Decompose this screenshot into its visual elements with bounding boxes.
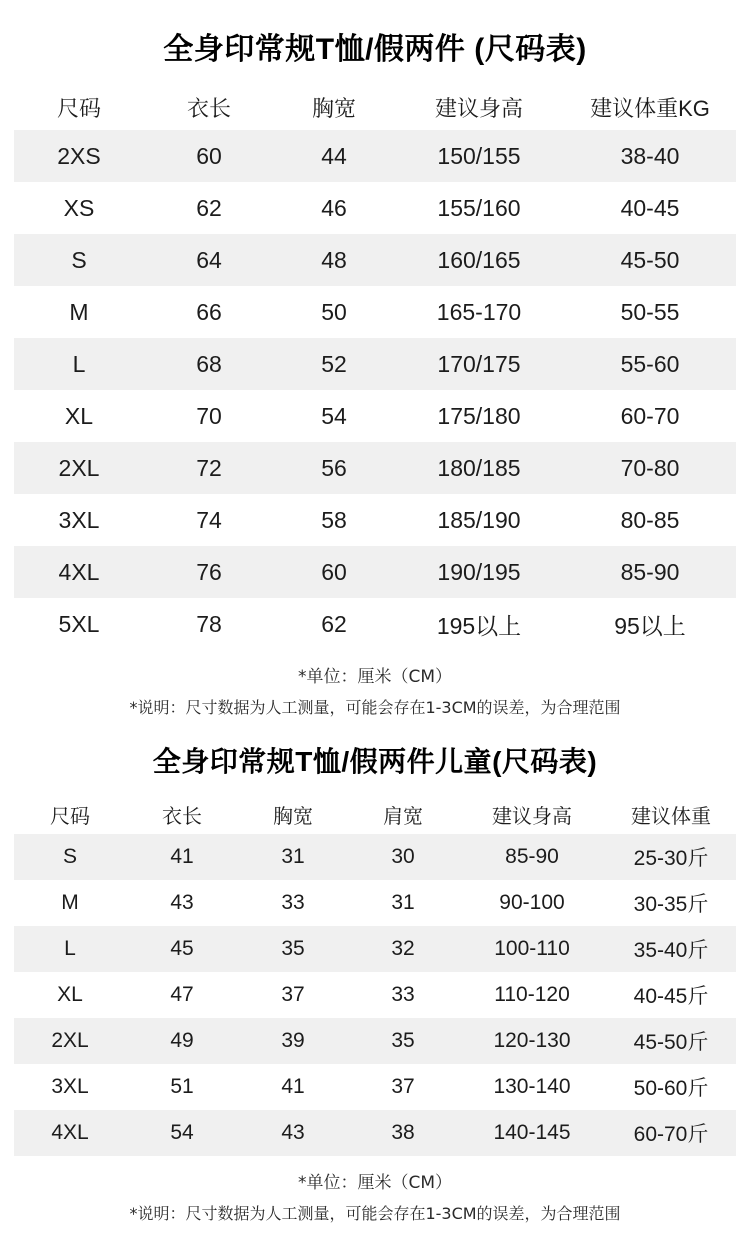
cell-chest: 41	[238, 1064, 348, 1110]
cell-length: 76	[144, 546, 274, 598]
cell-shoulder: 30	[348, 834, 458, 880]
column-header: 尺码	[50, 805, 90, 828]
cell-height: 180/185	[394, 442, 564, 494]
table-row	[14, 182, 736, 234]
cell-length: 51	[126, 1064, 238, 1110]
cell-length: 74	[144, 494, 274, 546]
cell-shoulder: 33	[348, 972, 458, 1018]
cell-length: 72	[144, 442, 274, 494]
cell-chest: 35	[238, 926, 348, 972]
cell-chest: 52	[274, 338, 394, 390]
column-header: 建议身高	[434, 95, 523, 121]
cell-weight: 85-90	[564, 546, 736, 598]
cell-height: 165-170	[394, 286, 564, 338]
cell-size: 3XL	[14, 1064, 126, 1110]
cell-weight: 55-60	[564, 338, 736, 390]
cell-chest: 44	[274, 130, 394, 182]
cell-size: XL	[14, 390, 144, 442]
cell-weight: 40-45斤	[606, 972, 736, 1018]
cell-weight: 25-30斤	[606, 834, 736, 880]
column-header: 建议身高	[492, 805, 572, 828]
table-header-row	[14, 84, 736, 130]
table-row	[14, 972, 736, 1018]
cell-shoulder: 35	[348, 1018, 458, 1064]
column-header: 尺码	[56, 95, 101, 121]
column-header: 衣长	[186, 95, 231, 121]
table-row	[14, 338, 736, 390]
cell-shoulder: 31	[348, 880, 458, 926]
cell-height: 130-140	[458, 1064, 606, 1110]
cell-length: 43	[126, 880, 238, 926]
cell-chest: 43	[238, 1110, 348, 1156]
table-row	[14, 1018, 736, 1064]
cell-weight: 38-40	[564, 130, 736, 182]
kids-size-title: 全身印常规T恤/假两件儿童(尺码表)	[152, 746, 598, 777]
cell-weight: 95以上	[564, 598, 736, 650]
table-row	[14, 1110, 736, 1156]
cell-length: 70	[144, 390, 274, 442]
table-row	[14, 494, 736, 546]
cell-weight: 80-85	[564, 494, 736, 546]
table-row	[14, 546, 736, 598]
cell-size: 5XL	[14, 598, 144, 650]
cell-size: 2XL	[14, 1018, 126, 1064]
table-row	[14, 880, 736, 926]
cell-size: M	[14, 880, 126, 926]
cell-height: 175/180	[394, 390, 564, 442]
cell-weight: 50-60斤	[606, 1064, 736, 1110]
cell-chest: 39	[238, 1018, 348, 1064]
cell-chest: 56	[274, 442, 394, 494]
cell-height: 195以上	[394, 598, 564, 650]
column-header: 胸宽	[311, 95, 356, 121]
adult-size-table	[14, 84, 736, 650]
cell-size: M	[14, 286, 144, 338]
cell-chest: 58	[274, 494, 394, 546]
cell-height: 85-90	[458, 834, 606, 880]
cell-height: 150/155	[394, 130, 564, 182]
cell-size: 4XL	[14, 546, 144, 598]
cell-height: 170/175	[394, 338, 564, 390]
cell-length: 45	[126, 926, 238, 972]
cell-chest: 46	[274, 182, 394, 234]
cell-weight: 50-55	[564, 286, 736, 338]
cell-height: 160/165	[394, 234, 564, 286]
cell-weight: 60-70斤	[606, 1110, 736, 1156]
kids-size-section	[0, 722, 750, 1224]
table-row	[14, 442, 736, 494]
cell-weight: 35-40斤	[606, 926, 736, 972]
cell-shoulder: 32	[348, 926, 458, 972]
cell-height: 110-120	[458, 972, 606, 1018]
cell-weight: 70-80	[564, 442, 736, 494]
cell-height: 90-100	[458, 880, 606, 926]
cell-size: 3XL	[14, 494, 144, 546]
kids-measure-note: *说明：尺寸数据为人工测量，可能会存在1-3CM的误差，为合理范围	[129, 1204, 621, 1223]
cell-length: 47	[126, 972, 238, 1018]
cell-chest: 62	[274, 598, 394, 650]
cell-chest: 37	[238, 972, 348, 1018]
column-header: 胸宽	[273, 805, 313, 828]
cell-height: 120-130	[458, 1018, 606, 1064]
adult-size-title: 全身印常规T恤/假两件 (尺码表)	[163, 33, 587, 66]
table-row	[14, 234, 736, 286]
cell-height: 100-110	[458, 926, 606, 972]
cell-size: L	[14, 926, 126, 972]
cell-chest: 50	[274, 286, 394, 338]
cell-length: 54	[126, 1110, 238, 1156]
cell-shoulder: 37	[348, 1064, 458, 1110]
cell-height: 185/190	[394, 494, 564, 546]
adult-measure-note: *说明：尺寸数据为人工测量，可能会存在1-3CM的误差，为合理范围	[129, 698, 621, 717]
column-header: 建议体重KG	[590, 95, 710, 121]
cell-size: S	[14, 834, 126, 880]
cell-weight: 40-45	[564, 182, 736, 234]
column-header: 肩宽	[383, 805, 423, 828]
cell-length: 49	[126, 1018, 238, 1064]
cell-weight: 45-50	[564, 234, 736, 286]
table-row	[14, 130, 736, 182]
cell-height: 140-145	[458, 1110, 606, 1156]
table-row	[14, 286, 736, 338]
cell-size: 2XL	[14, 442, 144, 494]
cell-height: 190/195	[394, 546, 564, 598]
cell-weight: 45-50斤	[606, 1018, 736, 1064]
cell-weight: 60-70	[564, 390, 736, 442]
cell-chest: 60	[274, 546, 394, 598]
cell-length: 66	[144, 286, 274, 338]
table-row	[14, 598, 736, 650]
column-header: 建议体重	[631, 805, 711, 828]
cell-size: 4XL	[14, 1110, 126, 1156]
table-row	[14, 834, 736, 880]
cell-chest: 33	[238, 880, 348, 926]
cell-length: 60	[144, 130, 274, 182]
cell-length: 64	[144, 234, 274, 286]
table-row	[14, 390, 736, 442]
cell-size: 2XS	[14, 130, 144, 182]
cell-length: 68	[144, 338, 274, 390]
table-row	[14, 1064, 736, 1110]
table-row	[14, 926, 736, 972]
table-header-row	[14, 794, 736, 834]
kids-unit-note: *单位：厘米（CM）	[297, 1173, 453, 1193]
cell-chest: 54	[274, 390, 394, 442]
cell-size: L	[14, 338, 144, 390]
cell-chest: 48	[274, 234, 394, 286]
cell-shoulder: 38	[348, 1110, 458, 1156]
cell-chest: 31	[238, 834, 348, 880]
cell-length: 78	[144, 598, 274, 650]
cell-size: XL	[14, 972, 126, 1018]
cell-size: XS	[14, 182, 144, 234]
cell-length: 41	[126, 834, 238, 880]
cell-weight: 30-35斤	[606, 880, 736, 926]
column-header: 衣长	[162, 805, 202, 828]
cell-length: 62	[144, 182, 274, 234]
kids-size-table	[14, 794, 736, 1156]
cell-height: 155/160	[394, 182, 564, 234]
adult-unit-note: *单位：厘米（CM）	[297, 667, 453, 687]
cell-size: S	[14, 234, 144, 286]
